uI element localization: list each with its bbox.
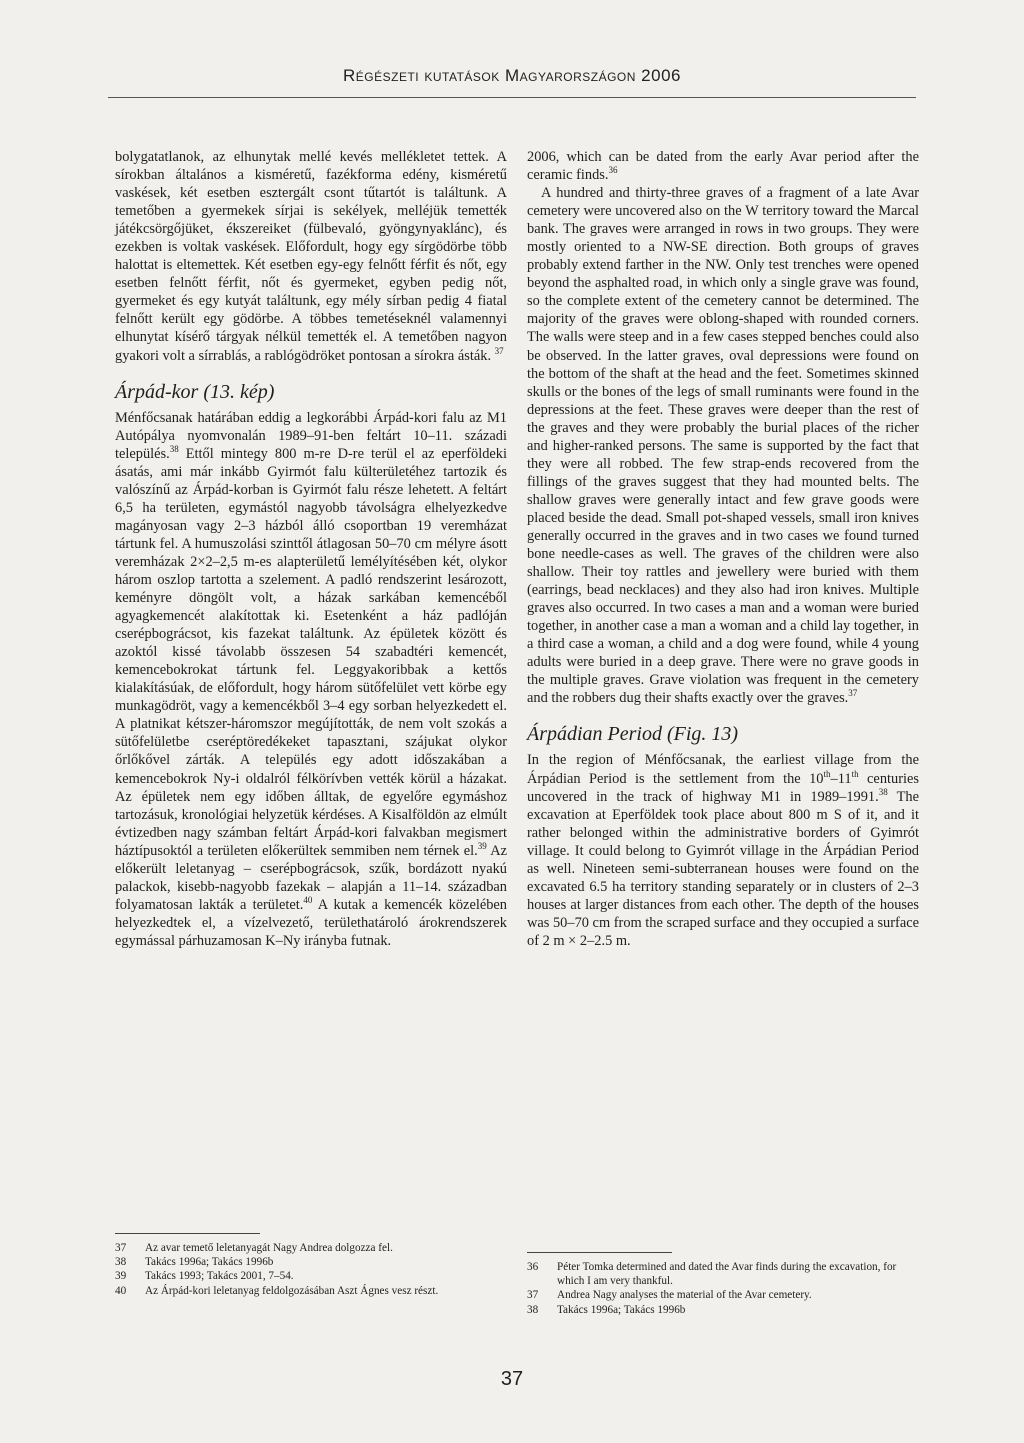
right-column bbox=[527, 148, 919, 950]
left-paragraph-2 bbox=[115, 409, 507, 950]
footnote-text: Takács 1996a; Takács 1996b bbox=[557, 1303, 686, 1316]
footnote-item bbox=[527, 1260, 919, 1288]
header-rule bbox=[108, 97, 916, 98]
footnote-number: 36 bbox=[527, 1261, 539, 1273]
footnote-text: Az Árpád-kori leletanyag feldolgozásában Aszt Ágnes vesz részt. bbox=[145, 1284, 439, 1297]
footnote-number: 38 bbox=[115, 1256, 127, 1269]
footnote-text: Takács 1993; Takács 2001, 7–54. bbox=[145, 1270, 294, 1283]
right-paragraph-3 bbox=[527, 751, 919, 950]
left-p2d-text: A kutak a kemencék közelében helyezkedtek el, a vízelvezető, területhatároló árokrendszerek egymással párhuzamosan K–Ny irányba futnak. bbox=[115, 896, 507, 949]
footnote-rule-left bbox=[115, 1233, 260, 1234]
right-p1-text: 2006, which can be dated from the early Avar period after the ceramic finds. bbox=[527, 149, 919, 184]
left-p2c-text: Az előkerült leletanyag – cserépbográcsok, szűk, bordázott nyakú palackok, kisebb-nagyobb fazekak – alapján a 11–14. században folyamatosan lakták a területet. bbox=[115, 842, 507, 913]
footnote-ref-36: 36 bbox=[608, 165, 618, 176]
footnote-number: 40 bbox=[115, 1284, 127, 1297]
footnote-ref-40: 40 bbox=[303, 895, 313, 906]
left-section-title: Árpád-kor (13. kép) bbox=[115, 380, 275, 403]
footnote-ref-38-en: 38 bbox=[878, 786, 888, 797]
footnote-text: Andrea Nagy analyses the material of the Avar cemetery. bbox=[557, 1289, 812, 1302]
footnote-text: Takács 1996a; Takács 1996b bbox=[145, 1256, 274, 1269]
page-number: 37 bbox=[500, 1368, 524, 1390]
footnote-ref-39: 39 bbox=[477, 840, 487, 851]
footnote-number: 38 bbox=[527, 1303, 539, 1316]
footnote-text: Péter Tomka determined and dated the Avar finds during the excavation, for which I am very thankful. bbox=[557, 1261, 897, 1288]
footnote-ref-38: 38 bbox=[169, 443, 179, 454]
ordinal-sup-th-1: th bbox=[823, 768, 831, 779]
right-p3b-text: –11 bbox=[830, 770, 852, 787]
footnote-number: 37 bbox=[115, 1242, 127, 1254]
right-section-title: Árpádian Period (Fig. 13) bbox=[527, 723, 739, 746]
right-p3a-text: In the region of Ménfőcsanak, the earliest village from the Árpádian Period is the settlement from the 10 bbox=[527, 752, 919, 787]
left-p1-text: bolygatatlanok, az elhunytak mellé kevés mellékletet tettek. A sírokban általános a kisméretű, fazékforma edény, kisméretű vaskések, két esetben esztergált csont tűtartót is találtunk. A temetőben a gyermekek sírjai is sekélyek, melléjük temették játékcsörgőjüket, ékszereiket (fülbevaló, gyöngynyaklánc), és ezekben is voltak vaskések. Előfordult, hogy egy sírgödörbe több halottat is eltemettek. Két esetben egy-egy felnőtt férfit és nőt, egy esetben felnőtt férfit, nőt és gyermeket, egyben pedig nőt, gyermeket és egy kutyát találtunk, egy mély sírban pedig 4 fiatal felnőtt került egy gödörbe. A többes temetéseknél valamennyi elhunytat kísérő tárgyak nélkül temették el. A temetőben nagyon gyakori volt a sírrablás, a rablógödröket pontosan a sírokra ásták. bbox=[115, 149, 507, 364]
footnote-number: 39 bbox=[115, 1270, 127, 1283]
right-p3d-text: The excavation at Eperföldek took place about 800 m S of it, and it rather belonged within the administrative borders of Gyimrót village. It could belong to Gyimrót village in the Árpádian Period as well. Nineteen semi-subterranean houses were found on the excavated 6.5 ha territory standing separately or in clusters of 2–3 houses at larger distances from each other. The depth of the houses was 50–70 cm from the scraped surface and they occupied a surface of 2 m × 2–2.5 m. bbox=[527, 788, 919, 949]
footnote-item bbox=[115, 1241, 507, 1255]
right-p2-text: A hundred and thirty-three graves of a fragment of a late Avar cemetery were uncovered also on the W territory toward the Marcal bank. The graves were arranged in rows in two groups. They were mostly oriented to a NW-SE direction. Both groups of graves probably extend farther in the NW. Only test trenches were opened beyond the asphalted road, in which only a single grave was found, so the complete extent of the cemetery cannot be determined. The majority of the graves were oblong-shaped with rounded corners. The walls were steep and in a few cases stepped benches could also be observed. In the latter graves, oval depressions were found on the bottom of the shaft at the head and the feet. Sometimes skinned skulls or the bones of the legs of small ruminants were found in the depressions at the feet. These graves were deeper than the rest of the graves and they were probably the burial places of the richer and higher-ranked persons. The same is supported by the fact that they were all robbed. The few strap-ends recovered from the fillings of the graves suggest that they had mounted belts. The shallow graves were generally intact and few grave goods were placed beside the dead. Small pot-shaped vessels, small iron knives generally occurred in the graves and in two cases we found turned bone needle-cases as well. The graves of the children were also shallow. Their toy rattles and jewellery were buried with them (earrings, bead necklaces) and they also had iron knives. Multiple graves also occurred. In two cases a man and a woman were buried together, in another case a man a woman and a child lay together, in a third case a woman, a child and a dog were found, while 4 young adults were buried in a deep grave. There were no grave goods in the multiple graves. Grave violation was frequent in the cemetery and the robbers dug their shafts exactly over the graves. bbox=[527, 185, 919, 707]
right-paragraph-1 bbox=[527, 148, 919, 184]
ordinal-sup-th-2: th bbox=[851, 768, 859, 779]
footnote-item bbox=[115, 1284, 507, 1298]
running-header: Régészeti kutatások Magyarországon 2006 bbox=[343, 66, 681, 85]
left-paragraph-1 bbox=[115, 148, 507, 365]
footnote-item bbox=[527, 1303, 919, 1317]
footnote-text: Az avar temető leletanyagát Nagy Andrea dolgozza fel. bbox=[145, 1242, 393, 1254]
left-p2b-text: Ettől mintegy 800 m-re D-re terül el az eperföldeki ásatás, ami már inkább Gyirmót falu külterületéhez tartozik és valószínű az Árpád-korban is Gyirmót falu része lehetett. A feltárt 6,5 ha területen, egymástól nagyobb távolságra elhelyezkedve magányosan vagy 2–3 házból álló csoportban 19 veremházat tártunk fel. A humuszolási szinttől átlagosan 50–70 cm mélyre ásott veremházak 2×2–2,5 m-es alapterületű lemélyítésében két, olykor három oszlop tartotta a szelement. A padló rendszerint lesározott, keményre döngölt volt, a házak sarkában kemencéből agyagkemencét alakítottak ki. Esetenként a ház padlóján cserépbográcsot, kis fazekat találtunk. Az épületek között és azoktól kissé távolabb összesen 54 szabadtéri kemencét, kemencebokrokat tártunk fel. Leggyakoribbak a kettős kialakításúak, de előfordult, hogy három sütőfelület vett körbe egy munkagödröt, vagy a kemencékből 3–4 egy sorban helyezkedett el. A platnikat kétszer-háromszor megújították, de nem volt szokás a sütőfelületbe cseréptöredékeket tapasztani, szájukat olykor őrlőkővel zárták. A település egy adott időszakában a kemencebokrok Ny-i oldalról félkörívben vették körül a házakat. Az épületek nem egy időben álltak, de egyelőre egymáshoz tartozásuk, kronológiai helyzetük kérdéses. A Kisalföldön az elmúlt évtizedben nagy számban feltárt Árpád-kori falvakban megismert háztípusoktól a területen előkerültek semmiben nem térnek el. bbox=[115, 445, 507, 859]
footnote-rule-right bbox=[527, 1252, 672, 1253]
left-p2a-text: Ménfőcsanak határában eddig a legkorábbi Árpád-kori falu az M1 Autópálya nyomvonalán 1989–91-ben feltárt 10–11. századi település. bbox=[115, 409, 507, 462]
footnote-ref-37-en: 37 bbox=[848, 688, 858, 699]
footnotes-left bbox=[115, 1241, 507, 1298]
footnote-item bbox=[115, 1269, 507, 1283]
footnote-ref-37: 37 bbox=[494, 345, 504, 356]
footnote-item bbox=[527, 1288, 919, 1302]
footnote-number: 37 bbox=[527, 1289, 539, 1302]
right-p3c-text: centuries uncovered in the track of highway M1 in 1989–1991. bbox=[527, 770, 919, 805]
footnote-item bbox=[115, 1255, 507, 1269]
right-paragraph-2 bbox=[527, 184, 919, 707]
footnotes-right bbox=[527, 1260, 919, 1317]
left-column bbox=[115, 148, 507, 950]
